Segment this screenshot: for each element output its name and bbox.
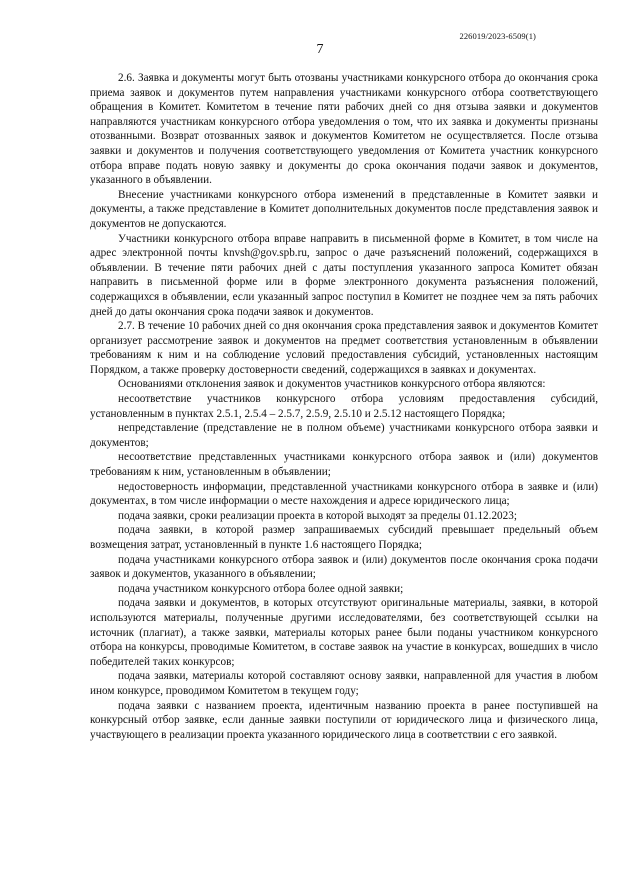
- list-item: недостоверность информации, представленной участниками конкурсного отбора в заявке и (или) документах, в том числе информации о месте нахождения и адресе юридического лица;: [90, 480, 598, 508]
- list-item: подача заявки и документов, в которых отсутствуют оригинальные материалы, заявки, в которой используются материалы, полученные другими исследователями, без соответствующей ссылки на источник (плагиат), а также заявки, материалы которых ранее были поданы участником конкурсного отбора на конкурсы, проводимые Комитетом, в составе заявок на участие в конкурсах, вошедших в число победителей таких конкурсов;: [90, 597, 598, 668]
- list-item: несоответствие представленных участниками конкурсного отбора заявок и (или) документов требованиям к ним, установленным в объявлении;: [90, 451, 598, 479]
- list-item: подача заявки, сроки реализации проекта в которой выходят за пределы 01.12.2023;: [118, 509, 517, 522]
- list-item: несоответствие участников конкурсного отбора условиям предоставления субсидий, установленным в пунктах 2.5.1, 2.5.4 – 2.5.7, 2.5.9, 2.5.10 и 2.5.12 настоящего Порядка;: [90, 393, 598, 420]
- paragraph-2-7: 2.7. В течение 10 рабочих дней со дня окончания срока представления заявок и документов Комитет организует рассмотрение заявок и документов на предмет соответствия установленным в объявлении требованиям к ним и на соблюдение условий предоставления субсидий, установленных настоящим Порядком, а также проверку достоверности сведений, содержащихся в заявках и документах.: [90, 320, 598, 376]
- paragraph-amendments: Внесение участниками конкурсного отбора изменений в представленные в Комитет заявки и документы, а также представление в Комитет дополнительных документов после представления заявок и документов не допускаются.: [90, 188, 598, 230]
- page-number: 7: [316, 42, 324, 57]
- list-item: подача заявки, в которой размер запрашиваемых субсидий превышает предельный объем возмещения затрат, установленный в пункте 1.6 настоящего Порядка;: [90, 524, 598, 551]
- list-item: непредставление (представление не в полном объеме) участниками конкурсного отбора заявки и документов;: [90, 422, 598, 449]
- paragraph-2-6: 2.6. Заявка и документы могут быть отозваны участниками конкурсного отбора до окончания срока приема заявок и документов путем направления участниками конкурсного отбора соответствующего обращения в Комитет. Комитетом в течение пяти рабочих дней со дня отзыва заявки и документов направляются участникам конкурсного отбора уведомления о том, что их заявка и документы признаны отозванными. Возврат отозванных заявок и документов Комитетом не осуществляется. После отзыва заявки и документов и получения соответствующего уведомления от Комитета участник конкурсного отбора вправе подать новую заявку и документы до срока окончания подачи заявок и документов, указанного в объявлении.: [90, 72, 598, 187]
- list-item: подача участником конкурсного отбора более одной заявки;: [118, 582, 404, 595]
- document-body: [90, 71, 598, 742]
- list-item: подача участниками конкурсного отбора заявок и (или) документов после окончания срока подачи заявок и документов, указанного в объявлении;: [90, 553, 598, 581]
- paragraph-clarification-request: Участники конкурсного отбора вправе направить в письменной форме в Комитет, в том числе на адрес электронной почты knvsh@gov.spb.ru, запрос о даче разъяснений положений, содержащихся в объявлении. В течение пяти рабочих дней с даты поступления указанного запроса Комитет обязан направить в письменной форме или в форме электронного документа разъяснения положений, содержащихся в объявлении, если указанный запрос поступил в Комитет не позднее чем за пять рабочих дней до даты окончания срока подачи заявок и документов.: [90, 232, 598, 318]
- paragraph-rejection-grounds: Основаниями отклонения заявок и документов участников конкурсного отбора являются:: [118, 378, 546, 391]
- list-item: подача заявки, материалы которой составляют основу заявки, направленной для участия в любом ином конкурсе, проводимом Комитетом в текущем году;: [90, 670, 598, 697]
- document-registration-number: 226019/2023-6509(1): [459, 31, 536, 41]
- list-item: подача заявки с названием проекта, идентичным названию проекта в ранее поступившей на конкурсный отбор заявке, если данные заявки поступили от юридического лица и физического лица, участвующего в реализации проекта указанного юридического лица в соответствии с его заявкой.: [90, 699, 598, 741]
